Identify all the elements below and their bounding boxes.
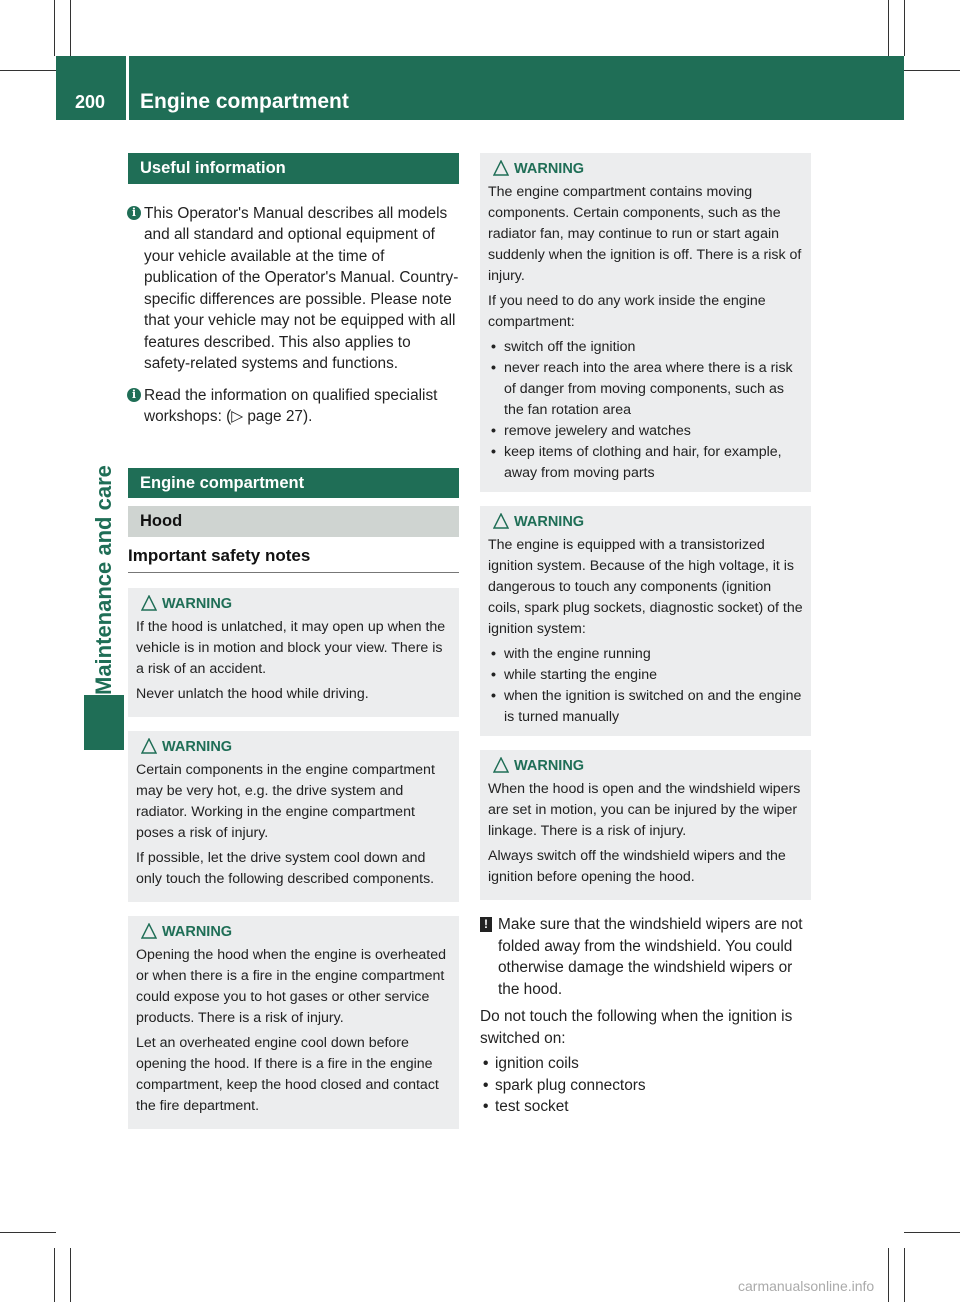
warning-heading (488, 512, 803, 533)
warning-text: If possible, let the drive system cool down and only touch the following described components. (136, 850, 435, 887)
body-paragraph: Do not touch the following when the ignition is switched on: (480, 1008, 793, 1047)
chapter-tab-label: Maintenance and care (91, 465, 116, 695)
warning-box (128, 916, 459, 1129)
warning-text: Certain components in the engine compartment may be very hot, e.g. the drive system and radiator. Working in the engine compartment poses a risk of injury. (136, 762, 435, 841)
list-item: • never reach into the area where there is a risk of danger from moving components, such as the fan rotation area (488, 358, 803, 421)
list-item: • switch off the ignition (488, 337, 803, 358)
list-item: • with the engine running (488, 644, 803, 665)
warning-text: Always switch off the windshield wipers and the ignition before opening the hood. (488, 848, 786, 885)
warning-label: WARNING (162, 739, 233, 755)
crop-mark (904, 1248, 905, 1302)
info-text: Read the information on qualified specialist workshops: (▷ page 27). (144, 386, 438, 425)
warning-label: WARNING (514, 758, 585, 774)
crop-mark (888, 0, 889, 56)
warning-label: WARNING (514, 161, 585, 177)
warning-heading (136, 922, 451, 943)
page-title: Engine compartment (140, 90, 349, 113)
warning-box (480, 750, 811, 900)
info-note (128, 385, 459, 428)
warning-triangle-icon (493, 513, 509, 529)
section-title-engine-compartment: Engine compartment (128, 468, 459, 499)
warning-text: Never unlatch the hood while driving. (136, 686, 369, 702)
chapter-tab (84, 120, 124, 695)
list-item: • spark plug connectors (480, 1075, 811, 1097)
warning-heading (488, 159, 803, 180)
warning-box (128, 588, 459, 717)
warning-box (128, 731, 459, 902)
sub-heading-safety-notes: Important safety notes (128, 545, 459, 574)
warning-text: If you need to do any work inside the engine compartment: (488, 293, 766, 330)
crop-mark (54, 0, 55, 56)
page-number: 200 (74, 92, 106, 112)
warning-label: WARNING (514, 514, 585, 530)
warning-box (480, 153, 811, 492)
warning-heading (136, 737, 451, 758)
warning-text: The engine compartment contains moving components. Certain components, such as the radiator fan, may continue to run or start again suddenly when the ignition is off. There is a risk of injury. (488, 184, 802, 284)
warning-triangle-icon (141, 923, 157, 939)
list-item: • ignition coils (480, 1053, 811, 1075)
crop-mark (70, 0, 71, 56)
left-column (128, 153, 459, 1129)
list-item: • while starting the engine (488, 665, 803, 686)
warning-heading (136, 594, 451, 615)
crop-mark (904, 0, 905, 56)
warning-label: WARNING (162, 596, 233, 612)
caution-text: Make sure that the windshield wipers are not folded away from the windshield. You could otherwise damage the windshield wipers or the hood. (498, 916, 803, 998)
info-text: This Operator's Manual describes all models and all standard and optional equipment of your vehicle available at the time of publication of the Operator's Manual. Country-specific differences are possible. Please note that your vehicle may not be equipped with all features described. This also applies to safety-related systems and functions. (144, 204, 459, 372)
list-item: • when the ignition is switched on and the engine is turned manually (488, 686, 803, 728)
warning-triangle-icon (141, 738, 157, 754)
right-column (480, 153, 811, 1118)
caution-note (480, 914, 811, 1000)
crop-mark (904, 1232, 960, 1233)
crop-mark (0, 1232, 56, 1233)
warning-heading (488, 756, 803, 777)
footer-watermark: carmanualsonline.info (738, 1278, 875, 1294)
warning-text: Let an overheated engine cool down before opening the hood. If there is a fire in the engine compartment, keep the hood closed and contact the fire department. (136, 1035, 439, 1114)
crop-mark (904, 70, 960, 71)
warning-text: When the hood is open and the windshield wipers are set in motion, you can be injured by the wiper linkage. There is a risk of injury. (488, 781, 801, 839)
crop-mark (0, 70, 56, 71)
crop-mark (70, 1248, 71, 1302)
section-title-useful-information: Useful information (128, 153, 459, 184)
list-item: • remove jewelery and watches (488, 421, 803, 442)
info-icon: i (127, 206, 141, 220)
warning-text: If the hood is unlatched, it may open up when the vehicle is in motion and block your view. There is a risk of an accident. (136, 619, 446, 677)
warning-box (480, 506, 811, 736)
warning-triangle-icon (493, 160, 509, 176)
warning-label: WARNING (162, 924, 233, 940)
list-item: • keep items of clothing and hair, for example, away from moving parts (488, 442, 803, 484)
crop-mark (888, 1248, 889, 1302)
info-icon: i (127, 388, 141, 402)
exclamation-icon: ! (480, 917, 492, 932)
warning-text: The engine is equipped with a transistorized ignition system. Because of the high voltage, it is dangerous to touch any components (ignition coils, spark plug sockets, diagnostic socket) of the ignition system: (488, 537, 803, 637)
list-item: • test socket (480, 1096, 811, 1118)
warning-triangle-icon (141, 595, 157, 611)
warning-triangle-icon (493, 757, 509, 773)
warning-text: Opening the hood when the engine is overheated or when there is a fire in the engine compartment could expose you to hot gases or other service products. There is a risk of injury. (136, 947, 446, 1026)
info-note (128, 203, 459, 375)
header-divider (126, 56, 129, 120)
crop-mark (54, 1248, 55, 1302)
subsection-title-hood: Hood (128, 506, 459, 537)
chapter-tab-marker (84, 695, 124, 750)
